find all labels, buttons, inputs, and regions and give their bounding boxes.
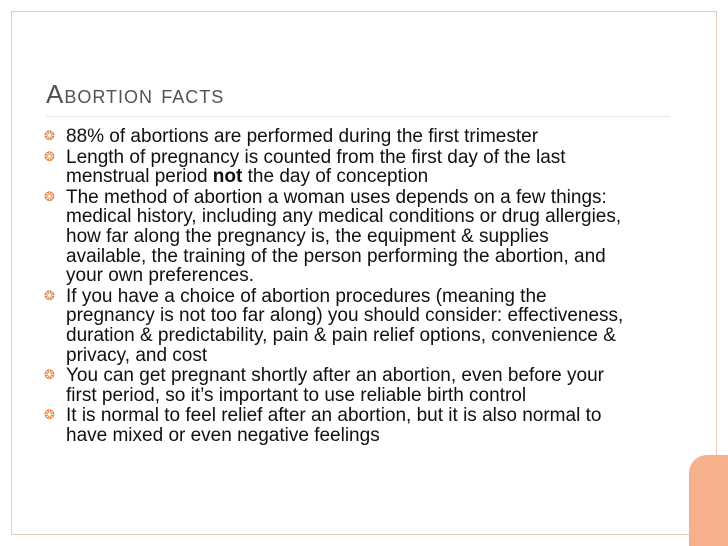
bullet-text-after: the day of conception (242, 166, 429, 188)
bullet-text: 88% of abortions are performed during the first trimester (66, 126, 539, 147)
bullet-item (44, 406, 634, 445)
bullet-text-before: Length of pregnancy is counted from the first day of the last menstrual period (66, 146, 566, 188)
sunburst-bullet-icon: ❂ (44, 149, 55, 165)
title-divider (46, 116, 670, 117)
bullet-item (44, 127, 634, 147)
bullet-text-emphasis: not (212, 166, 243, 188)
bullet-item (44, 287, 634, 365)
bullet-item (44, 188, 634, 286)
bullet-item (44, 148, 634, 187)
bullet-item (44, 366, 634, 405)
sunburst-bullet-icon: ❂ (44, 368, 55, 384)
bullet-text: You can get pregnant shortly after an abortion, even before your first period, so it’s important to use reliable birth control (66, 365, 604, 406)
sunburst-bullet-icon: ❂ (44, 189, 55, 205)
sunburst-bullet-icon: ❂ (44, 408, 55, 424)
sunburst-bullet-icon: ❂ (44, 129, 55, 144)
bullet-text: If you have a choice of abortion procedures (meaning the pregnancy is not too far along) you should consider: effectiveness, duration & predictability, pain & pain relief options, convenience & privacy, and cost (66, 285, 624, 366)
slide-title: Abortion facts (46, 79, 225, 109)
bullet-text: The method of abortion a woman uses depends on a few things: medical history, including any medical conditions or drug allergies, how far along the pregnancy is, the equipment & supplies available, the training of the person performing the abortion, and your own preferences. (66, 186, 622, 287)
bullet-list (44, 127, 634, 447)
bullet-text: It is normal to feel relief after an abortion, but it is also normal to have mixed or even negative feelings (66, 405, 602, 446)
corner-accent-tab (689, 455, 728, 546)
sunburst-bullet-icon: ❂ (44, 288, 55, 304)
